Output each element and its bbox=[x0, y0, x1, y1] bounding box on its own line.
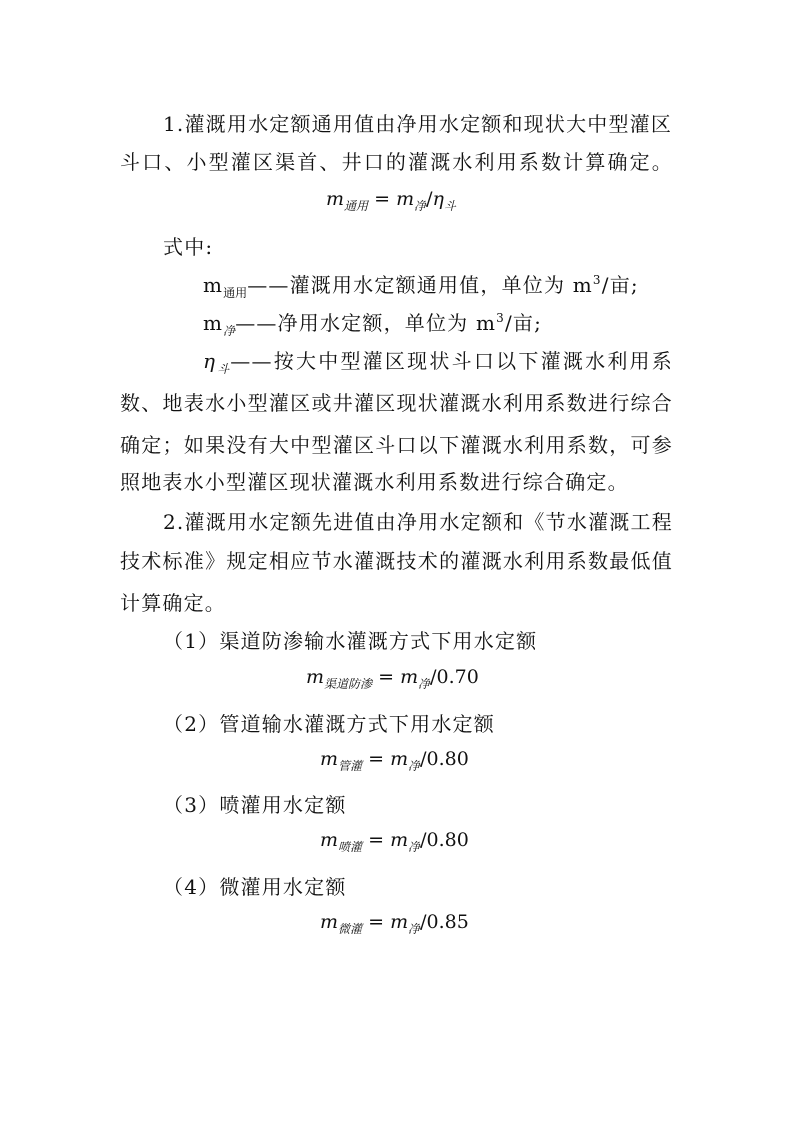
item3-f-eq: = bbox=[368, 829, 385, 851]
item4-f-tail: /0.85 bbox=[420, 911, 469, 933]
item2-f-rhs-sub: 净 bbox=[408, 759, 421, 773]
item4-f-var: m bbox=[320, 911, 339, 933]
def3-sub: 斗 bbox=[216, 362, 231, 376]
item2-f-sub: 管灌 bbox=[338, 759, 363, 773]
item1-f-rhs-var: m bbox=[400, 666, 419, 688]
item4-heading: （4）微灌用水定额 bbox=[163, 875, 347, 899]
def2-unit: /亩; bbox=[504, 311, 543, 335]
definition-eta-line2: 数、地表水小型灌区或井灌区现状灌溉水利用系数进行综合 bbox=[120, 391, 673, 415]
def1-var: m bbox=[203, 273, 224, 297]
item1-formula bbox=[306, 664, 479, 697]
definition-eta-line3: 确定；如果没有大中型灌区斗口以下灌溉水利用系数，可参 bbox=[120, 433, 673, 457]
item1-f-rhs-sub: 净 bbox=[418, 677, 431, 691]
where-label: 式中: bbox=[163, 235, 214, 259]
def2-sub: 净 bbox=[223, 324, 236, 338]
item2-f-eq: = bbox=[368, 748, 385, 770]
item4-formula bbox=[320, 909, 469, 942]
para2-line2: 技术标准》规定相应节水灌溉技术的灌溉水利用系数最低值 bbox=[120, 549, 673, 573]
formula-rhs-var: m bbox=[396, 188, 415, 210]
formula-lhs-sub: 通用 bbox=[344, 199, 369, 213]
item3-heading: （3）喷灌用水定额 bbox=[163, 793, 347, 817]
item4-f-sub: 微灌 bbox=[338, 922, 363, 936]
item1-f-var: m bbox=[306, 666, 325, 688]
formula-eq: = bbox=[374, 188, 391, 210]
item2-f-tail: /0.80 bbox=[420, 748, 469, 770]
formula-rhs-sub: 净 bbox=[414, 199, 427, 213]
item3-f-tail: /0.80 bbox=[420, 829, 469, 851]
para2-line3: 计算确定。 bbox=[120, 591, 226, 615]
para1-line1: 1.灌溉用水定额通用值由净用水定额和现状大中型灌区 bbox=[163, 112, 673, 136]
item3-f-rhs-sub: 净 bbox=[408, 840, 421, 854]
para2-line1: 2.灌溉用水定额先进值由净用水定额和《节水灌溉工程 bbox=[163, 510, 673, 534]
item2-heading: （2）管道输水灌溉方式下用水定额 bbox=[163, 712, 495, 736]
item3-f-var: m bbox=[320, 829, 339, 851]
item4-f-rhs-var: m bbox=[390, 911, 409, 933]
def1-sup: 3 bbox=[592, 273, 602, 287]
def1-unit: /亩; bbox=[601, 273, 639, 297]
formula-general-value bbox=[326, 186, 456, 219]
def3-line1: ——按大中型灌区现状斗口以下灌溉水利用系 bbox=[230, 349, 673, 373]
formula-eta: η bbox=[432, 188, 444, 210]
def2-text: ——净用水定额，单位为 m bbox=[235, 311, 497, 335]
item4-f-eq: = bbox=[368, 911, 385, 933]
formula-lhs-var: m bbox=[326, 188, 345, 210]
def1-sub: 通用 bbox=[223, 286, 248, 300]
definition-eta bbox=[203, 348, 673, 382]
definition-m-general bbox=[203, 272, 639, 306]
item1-heading: （1）渠道防渗输水灌溉方式下用水定额 bbox=[163, 629, 538, 653]
definition-m-net bbox=[203, 310, 542, 344]
item2-formula bbox=[320, 746, 469, 779]
item3-f-sub: 喷灌 bbox=[338, 840, 363, 854]
def3-var: η bbox=[203, 349, 217, 373]
item4-f-rhs-sub: 净 bbox=[408, 922, 421, 936]
def1-text: ——灌溉用水定额通用值，单位为 m bbox=[247, 273, 593, 297]
item1-f-tail: /0.70 bbox=[430, 666, 479, 688]
item1-f-eq: = bbox=[378, 666, 395, 688]
def2-var: m bbox=[203, 311, 224, 335]
item3-formula bbox=[320, 827, 469, 860]
item2-f-var: m bbox=[320, 748, 339, 770]
formula-eta-sub: 斗 bbox=[443, 199, 456, 213]
item1-f-sub: 渠道防渗 bbox=[324, 677, 373, 691]
formula-slash: / bbox=[426, 188, 433, 210]
item3-f-rhs-var: m bbox=[390, 829, 409, 851]
def2-sup: 3 bbox=[496, 311, 505, 325]
definition-eta-line4: 照地表水小型灌区现状灌溉水利用系数进行综合确定。 bbox=[120, 470, 629, 494]
para1-line2: 斗口、小型灌区渠首、井口的灌溉水利用系数计算确定。 bbox=[120, 150, 673, 174]
item2-f-rhs-var: m bbox=[390, 748, 409, 770]
